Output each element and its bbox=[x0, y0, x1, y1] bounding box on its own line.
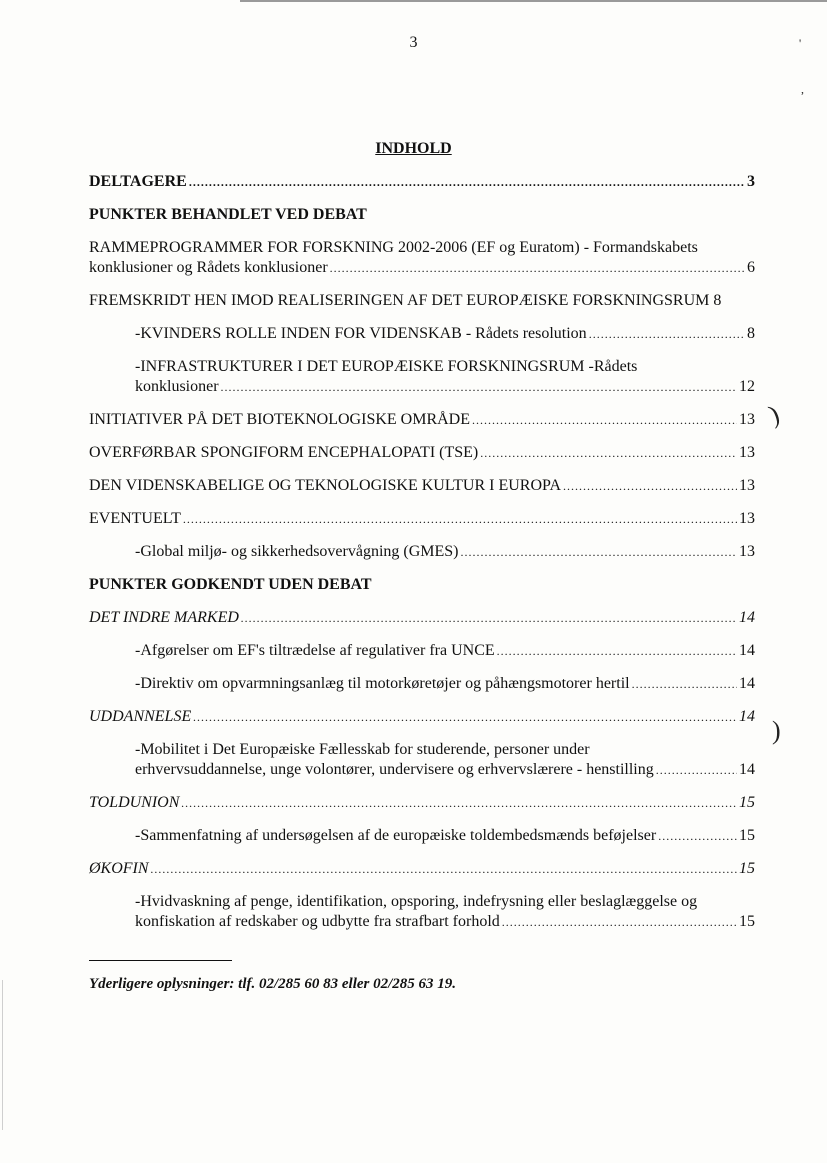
toc-entry-rammeprogrammer[interactable] bbox=[89, 238, 755, 278]
leader-dots bbox=[563, 476, 737, 496]
toc-entry-uddannelse[interactable] bbox=[89, 707, 755, 727]
scan-speck: , bbox=[801, 82, 804, 96]
leader-dots bbox=[589, 324, 745, 344]
toc-entry-page: 6 bbox=[747, 259, 755, 276]
toc-entry-page: 15 bbox=[739, 827, 755, 844]
toc-entry-title: -Global miljø- og sikkerhedsovervågning (GMES) bbox=[135, 543, 459, 560]
leader-dots bbox=[656, 760, 737, 780]
leader-dots bbox=[502, 912, 737, 932]
toc-entry-page: 14 bbox=[739, 708, 755, 725]
toc-entry-title-line2: konklusioner og Rådets konklusioner bbox=[89, 259, 328, 276]
toc-entry-page: 12 bbox=[739, 378, 755, 395]
leader-dots bbox=[189, 172, 745, 192]
toc-entry-title: DELTAGERE bbox=[89, 173, 187, 190]
toc-entry-hvidvaskning[interactable] bbox=[89, 892, 755, 932]
toc-entry-initiativer[interactable] bbox=[89, 410, 755, 430]
toc-entry-title-line2: konfiskation af redskaber og udbytte fra strafbart forhold bbox=[135, 913, 500, 930]
scan-edge-left bbox=[2, 980, 3, 1130]
leader-dots bbox=[151, 859, 737, 879]
toc-entry-toldembedsmaend[interactable] bbox=[89, 826, 755, 846]
toc-entry-title: -Afgørelser om EF's tiltrædelse af regulativer fra UNCE bbox=[135, 642, 495, 659]
toc-entry-title: DEN VIDENSKABELIGE OG TEKNOLOGISKE KULTUR I EUROPA bbox=[89, 477, 561, 494]
scan-speck: ' bbox=[799, 36, 802, 50]
toc-entry-title: EVENTUELT bbox=[89, 510, 181, 527]
toc-entry-page: 14 bbox=[739, 675, 755, 692]
leader-dots bbox=[330, 258, 745, 278]
toc-entry-title: ØKOFIN bbox=[89, 860, 149, 877]
toc-entry-page: 13 bbox=[739, 543, 755, 560]
leader-dots bbox=[183, 509, 737, 529]
leader-dots bbox=[497, 641, 737, 661]
toc-entry-unce[interactable] bbox=[89, 641, 755, 661]
toc-entry-okofin[interactable] bbox=[89, 859, 755, 879]
toc-entry-kultur[interactable] bbox=[89, 476, 755, 496]
toc-entry-title: -Direktiv om opvarmningsanlæg til motorkøretøjer og påhængsmotorer hertil bbox=[135, 675, 630, 692]
toc-entry-direktiv[interactable] bbox=[89, 674, 755, 694]
toc-entry-page: 14 bbox=[739, 761, 755, 778]
leader-dots bbox=[193, 707, 737, 727]
toc-entry-page: 13 bbox=[739, 477, 755, 494]
toc-entry-page: 3 bbox=[747, 173, 755, 190]
toc-entry-infrastrukturer[interactable] bbox=[89, 357, 755, 397]
toc-entry-page: 14 bbox=[739, 609, 755, 626]
toc-entry-title-line1: -INFRASTRUKTURER I DET EUROPÆISKE FORSKNINGSRUM -Rådets bbox=[135, 358, 638, 375]
toc-entry-title-line1: -Mobilitet i Det Europæiske Fællesskab for studerende, personer under bbox=[135, 741, 590, 758]
toc-entry-kvinders[interactable] bbox=[89, 324, 755, 344]
footnote-contact-info: Yderligere oplysninger: tlf. 02/285 60 83 eller 02/285 63 19. bbox=[89, 976, 457, 992]
toc-entry-title: DET INDRE MARKED bbox=[89, 609, 239, 626]
margin-pen-mark: ) bbox=[772, 716, 781, 745]
leader-dots bbox=[241, 608, 737, 628]
margin-pen-mark: ) bbox=[765, 399, 784, 430]
toc-entry-fremskridt[interactable] bbox=[89, 291, 755, 311]
footnote-separator bbox=[89, 960, 232, 961]
toc-entry-tse[interactable] bbox=[89, 443, 755, 463]
scan-edge-top bbox=[240, 0, 827, 2]
toc-title: INDHOLD bbox=[375, 140, 452, 157]
toc-entry-title-line2: konklusioner bbox=[135, 378, 219, 395]
toc-entry-page: 15 bbox=[739, 913, 755, 930]
toc-entry-title: INITIATIVER PÅ DET BIOTEKNOLOGISKE OMRÅDE bbox=[89, 411, 470, 428]
toc-entry-title: UDDANNELSE bbox=[89, 708, 192, 725]
toc-entry-mobilitet[interactable] bbox=[89, 740, 755, 780]
toc-entry-toldunion[interactable] bbox=[89, 793, 755, 813]
toc-entry-page: 15 bbox=[739, 860, 755, 877]
toc-entry-title: FREMSKRIDT HEN IMOD REALISERINGEN AF DET EUROPÆISKE FORSKNINGSRUM bbox=[89, 292, 710, 309]
section-heading-debat: PUNKTER BEHANDLET VED DEBAT bbox=[89, 206, 367, 223]
toc-entry-title: -KVINDERS ROLLE INDEN FOR VIDENSKAB - Rådets resolution bbox=[135, 325, 587, 342]
leader-dots bbox=[480, 443, 737, 463]
toc-entry-indre-marked[interactable] bbox=[89, 608, 755, 628]
toc-entry-deltagere[interactable] bbox=[89, 172, 755, 192]
toc-entry-page: 13 bbox=[739, 510, 755, 527]
toc-entry-page: 8 bbox=[747, 325, 755, 342]
section-heading-godkendt: PUNKTER GODKENDT UDEN DEBAT bbox=[89, 576, 372, 593]
toc-entry-title-line1: RAMMEPROGRAMMER FOR FORSKNING 2002-2006 (EF og Euratom) - Formandskabets bbox=[89, 239, 698, 256]
leader-dots bbox=[658, 826, 737, 846]
toc-entry-title-line1: -Hvidvaskning af penge, identifikation, opsporing, indefrysning eller beslaglæggelse og bbox=[135, 893, 698, 910]
table-of-contents bbox=[89, 172, 755, 932]
toc-entry-page: 8 bbox=[713, 292, 722, 309]
toc-entry-title-line2: erhvervsuddannelse, unge volontører, undervisere og erhvervslærere - henstilling bbox=[135, 761, 654, 778]
leader-dots bbox=[181, 793, 737, 813]
toc-entry-title: -Sammenfatning af undersøgelsen af de europæiske toldembedsmænds beføjelser bbox=[135, 827, 657, 844]
toc-entry-gmes[interactable] bbox=[89, 542, 755, 562]
toc-entry-eventuelt[interactable] bbox=[89, 509, 755, 529]
toc-entry-page: 15 bbox=[739, 794, 755, 811]
toc-entry-title: TOLDUNION bbox=[89, 794, 180, 811]
leader-dots bbox=[221, 377, 737, 397]
leader-dots bbox=[472, 410, 737, 430]
toc-entry-title: OVERFØRBAR SPONGIFORM ENCEPHALOPATI (TSE) bbox=[89, 444, 479, 461]
toc-entry-page: 13 bbox=[739, 444, 755, 461]
page-number: 3 bbox=[409, 34, 418, 51]
leader-dots bbox=[461, 542, 738, 562]
toc-entry-page: 13 bbox=[739, 411, 755, 428]
toc-entry-page: 14 bbox=[739, 642, 755, 659]
leader-dots bbox=[632, 674, 737, 694]
